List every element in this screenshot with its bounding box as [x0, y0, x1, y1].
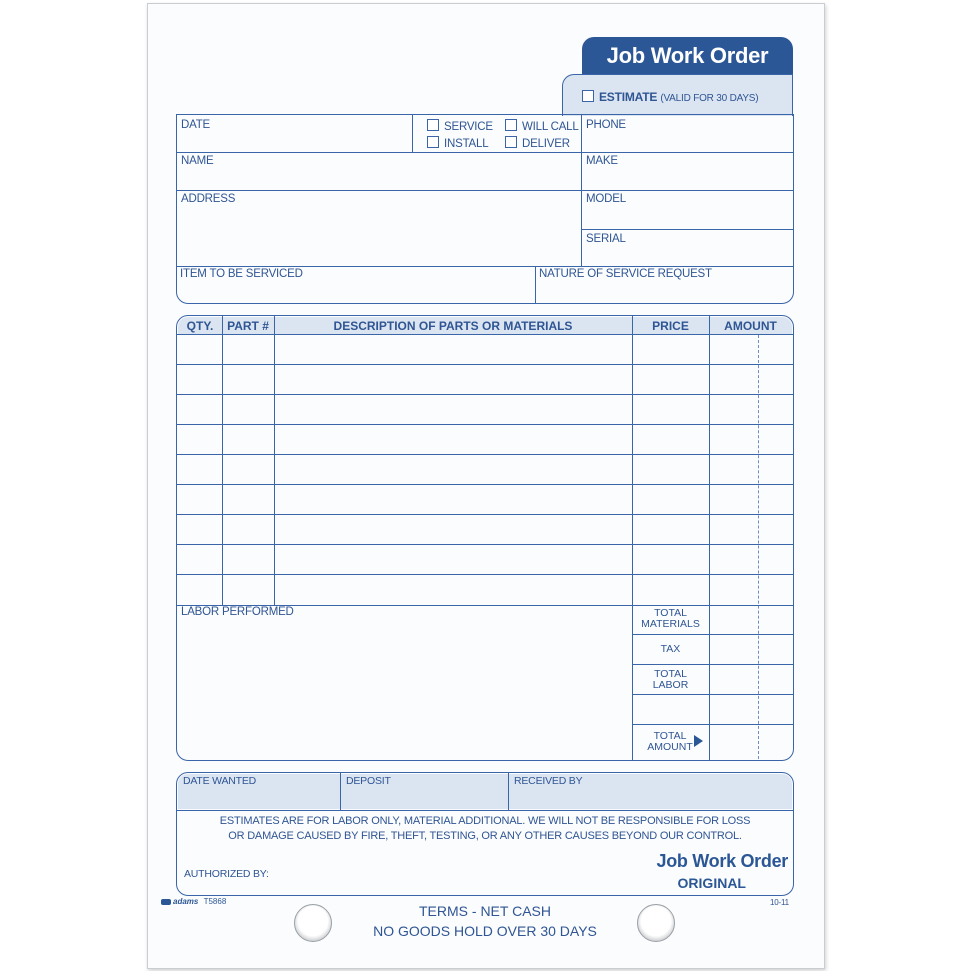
product-code: T5868	[203, 897, 227, 906]
service-label: SERVICE	[444, 121, 493, 133]
brand-mark-icon	[161, 899, 171, 905]
estimate-note: (VALID FOR 30 DAYS)	[660, 93, 759, 104]
binding-hole-right	[637, 904, 675, 942]
install-option[interactable]	[427, 136, 488, 150]
footer-title: Job Work Order	[656, 851, 788, 871]
date-wanted-field[interactable]: DATE WANTED	[183, 775, 257, 787]
estimate-option[interactable]	[582, 90, 758, 104]
revision-code: 10-11	[770, 898, 789, 907]
deliver-label: DELIVER	[522, 138, 570, 150]
tax-label: TAX	[660, 643, 681, 655]
col-part-number: PART #	[227, 319, 269, 333]
address-field[interactable]: ADDRESS	[181, 193, 236, 205]
make-field[interactable]: MAKE	[586, 155, 618, 167]
hold-policy-text: NO GOODS HOLD OVER 30 DAYS	[373, 923, 597, 939]
nature-of-service-field[interactable]: NATURE OF SERVICE REQUEST	[539, 268, 712, 280]
col-amount: AMOUNT	[724, 319, 777, 333]
disclaimer-line-1: ESTIMATES ARE FOR LABOR ONLY, MATERIAL ADDITIONAL. WE WILL NOT BE RESPONSIBLE FOR LOSS	[219, 815, 751, 827]
model-field[interactable]: MODEL	[586, 193, 626, 205]
will-call-option[interactable]	[505, 119, 579, 133]
adams-logo: adams T5868	[161, 897, 226, 906]
service-option[interactable]	[427, 119, 493, 133]
table-row-line	[176, 484, 794, 485]
labor-performed-field[interactable]: LABOR PERFORMED	[181, 606, 294, 618]
table-row-line	[176, 574, 794, 575]
footer-shade	[178, 774, 792, 809]
total-amount-label: TOTAL AMOUNT	[647, 730, 693, 753]
item-to-be-serviced-field[interactable]: ITEM TO BE SERVICED	[180, 268, 303, 280]
date-field[interactable]: DATE	[181, 119, 211, 131]
deliver-checkbox[interactable]	[505, 136, 517, 148]
service-checkbox[interactable]	[427, 119, 439, 131]
estimate-label: ESTIMATE	[599, 90, 658, 104]
serial-field[interactable]: SERIAL	[586, 233, 626, 245]
arrow-right-icon	[694, 735, 703, 747]
total-materials-label: TOTAL MATERIALS	[641, 607, 700, 630]
table-row-line	[176, 424, 794, 425]
estimate-checkbox[interactable]	[582, 90, 594, 102]
col-description: DESCRIPTION OF PARTS OR MATERIALS	[333, 319, 573, 333]
table-row-line	[176, 544, 794, 545]
terms-text: TERMS - NET CASH	[419, 903, 551, 919]
col-price: PRICE	[652, 319, 689, 333]
table-row-line	[176, 514, 794, 515]
total-labor-label: TOTAL LABOR	[652, 668, 689, 691]
table-row-line	[176, 364, 794, 365]
form-title: Job Work Order	[606, 43, 769, 68]
phone-field[interactable]: PHONE	[586, 119, 626, 131]
table-row-line	[176, 394, 794, 395]
copy-label: ORIGINAL	[677, 875, 746, 891]
col-qty: QTY.	[186, 319, 214, 333]
name-field[interactable]: NAME	[181, 155, 214, 167]
table-row-line	[176, 454, 794, 455]
disclaimer-line-2: OR DAMAGE CAUSED BY FIRE, THEFT, TESTING, OR ANY OTHER CAUSES BEYOND OUR CONTROL.	[228, 830, 742, 842]
install-label: INSTALL	[444, 138, 489, 150]
binding-hole-left	[294, 904, 332, 942]
deliver-option[interactable]	[505, 136, 570, 150]
will-call-checkbox[interactable]	[505, 119, 517, 131]
will-call-label: WILL CALL	[522, 121, 579, 133]
install-checkbox[interactable]	[427, 136, 439, 148]
received-by-field[interactable]: RECEIVED BY	[514, 775, 583, 787]
authorized-by-field[interactable]: AUTHORIZED BY:	[184, 868, 269, 880]
deposit-field[interactable]: DEPOSIT	[346, 775, 391, 787]
